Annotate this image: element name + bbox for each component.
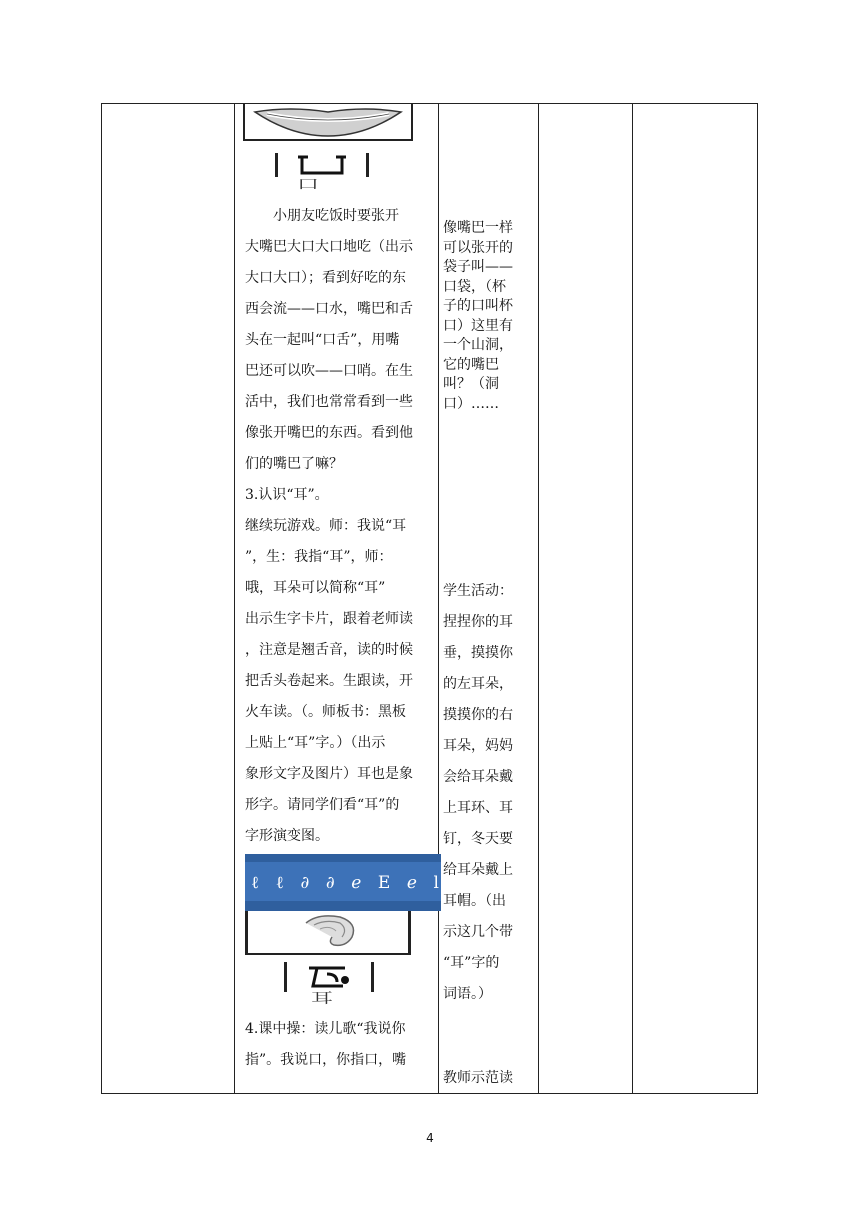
column-divider (234, 104, 235, 1093)
text-line: “耳”字的 (443, 955, 500, 971)
text-line: 火车读。（。师板书：黑板 (245, 704, 406, 720)
text-line: 袋子叫—— (443, 259, 513, 275)
text-line: 可以张开的 (443, 239, 513, 256)
ear-picture (245, 911, 411, 955)
er-evolution-strip (245, 854, 441, 911)
text-line: 教师示范读 (443, 1070, 513, 1086)
evolution-glyph: ∂ (300, 873, 310, 893)
kou-character: 口 (297, 177, 320, 193)
text-line: 把舌头卷起来。生跟读，开 (245, 673, 413, 689)
text-line: 钉，冬天要 (443, 831, 513, 847)
text-line: 西会流——口水，嘴巴和舌 (245, 301, 413, 317)
text-line: 的左耳朵， (443, 676, 513, 692)
evolution-glyph: ∂ (325, 873, 335, 893)
evolution-glyph: ℯ (406, 873, 417, 893)
text-line: 给耳朵戴上 (443, 862, 513, 878)
kou-ancient-icon (278, 153, 366, 177)
evolution-glyph: ℯ (351, 873, 362, 893)
er-ancient-icon (287, 962, 371, 992)
text-line: 耳朵，妈妈 (443, 738, 513, 754)
section-heading: 4.课中操：读儿歌“我说你 (245, 1021, 406, 1037)
text-line: 耳帽。（出 (443, 893, 506, 909)
text-line: 词语。） (443, 986, 492, 1002)
section-heading: 3.认识“耳”。 (245, 487, 329, 503)
text-line: 摸摸你的右 (443, 707, 513, 723)
paragraph-block-bottom (245, 1014, 406, 1076)
text-line: 形字。请同学们看“耳”的 (245, 797, 400, 813)
text-line: ”，生：我指“耳”，师： (245, 549, 393, 565)
evolution-glyph: l (433, 873, 439, 893)
kou-glyph-card (275, 153, 369, 177)
text-line: 口）这里有 (443, 317, 513, 334)
text-line: 学生活动： (443, 583, 513, 599)
page-number: 4 (426, 1131, 434, 1145)
column-divider (632, 104, 633, 1093)
text-line: 继续玩游戏。师：我说“耳 (245, 518, 407, 534)
text-line: 活中，我们也常常看到一些 (245, 394, 413, 410)
text-line: 一个山洞， (443, 337, 513, 353)
teaching-process-column (241, 104, 437, 1093)
column-divider (538, 104, 539, 1093)
text-line: 象形文字及图片）耳也是象 (245, 766, 413, 782)
text-line: 哦，耳朵可以简称“耳” (245, 580, 386, 596)
text-line: 子的口叫杯 (443, 298, 513, 314)
text-line: 像张开嘴巴的东西。看到他 (245, 425, 413, 441)
text-line: 字形演变图。 (245, 828, 329, 844)
text-line: 大嘴巴大口大口地吃（出示 (245, 239, 413, 255)
mouth-picture (243, 104, 413, 141)
text-line: 指”。我说口，你指口，嘴 (245, 1052, 407, 1068)
er-character: 耳 (311, 990, 334, 1007)
text-line: 上耳环、耳 (443, 800, 513, 816)
evolution-glyph: E (377, 873, 391, 893)
student-activity-block-2 (443, 576, 537, 1010)
text-line: 出示生字卡片，跟着老师读 (245, 611, 413, 627)
text-line: 口袋，（杯 (443, 278, 506, 295)
text-line: 它的嘴巴 (443, 356, 499, 373)
text-line: 垂，摸摸你 (443, 645, 513, 661)
text-line: 口）…… (443, 395, 499, 412)
student-activity-block-3 (443, 1063, 537, 1094)
ear-icon (248, 911, 408, 953)
text-line: 大口大口）；看到好吃的东 (245, 270, 406, 286)
text-line: ，注意是翘舌音，读的时候 (245, 642, 413, 658)
text-line: 上贴上“耳”字。）（出示 (245, 735, 386, 751)
strip-footer (245, 901, 441, 911)
lesson-table (101, 103, 758, 1094)
text-line: 捏捏你的耳 (443, 614, 513, 630)
text-line: 像嘴巴一样 (443, 220, 513, 236)
text-line: 们的嘴巴了嘛？ (245, 456, 343, 472)
evolution-glyph: ℓ (275, 873, 284, 893)
text-line: 示这几个带 (443, 924, 513, 940)
lips-icon (245, 104, 411, 139)
evolution-glyph: ℓ (251, 873, 260, 893)
text-line: 会给耳朵戴 (443, 769, 513, 785)
er-glyph-card (284, 962, 374, 992)
text-line: 小朋友吃饭时要张开 (245, 208, 399, 224)
paragraph-block (245, 201, 413, 852)
text-line: 头在一起叫“口舌”，用嘴 (245, 332, 400, 348)
text-line: 叫？（洞 (443, 376, 499, 392)
student-activity-block-1 (443, 219, 537, 414)
strip-header (245, 854, 441, 862)
text-line: 巴还可以吹——口哨。在生 (245, 363, 413, 379)
column-divider (438, 104, 439, 1093)
